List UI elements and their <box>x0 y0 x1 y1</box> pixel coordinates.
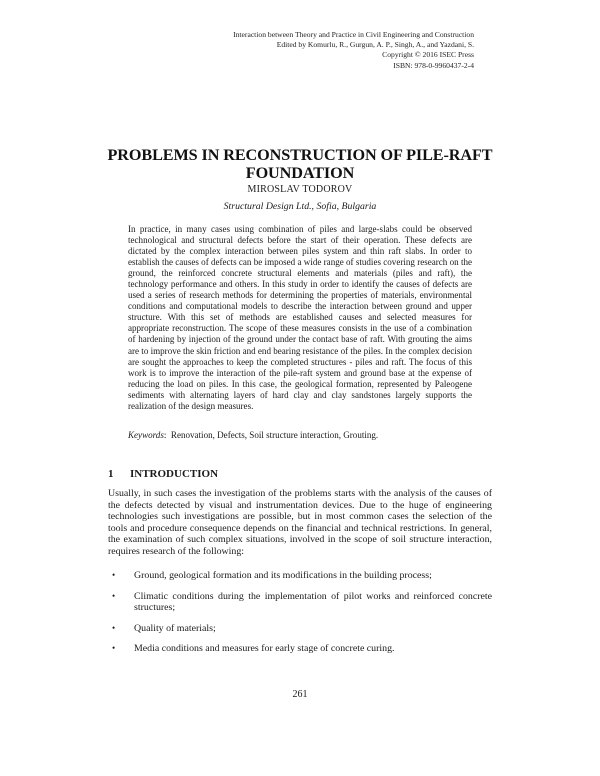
list-item <box>108 623 492 635</box>
list-item-text: Ground, geological formation and its modifications in the building process; <box>134 570 432 581</box>
bullet-list <box>108 570 492 664</box>
title-line: FOUNDATION <box>245 164 355 182</box>
bullet-icon: • <box>112 622 116 633</box>
keywords-label: Keywords <box>128 430 164 440</box>
paper-title <box>60 146 540 182</box>
header-line: Copyright © 2016 ISEC Press <box>382 50 474 60</box>
section-heading <box>108 468 218 481</box>
bullet-icon: • <box>112 590 116 601</box>
bullet-icon: • <box>112 643 116 654</box>
list-item <box>108 591 492 614</box>
author-affiliation: Structural Design Ltd., Sofia, Bulgaria <box>223 201 377 212</box>
header-line: ISBN: 978-0-9960437-2-4 <box>393 60 474 70</box>
list-item <box>108 643 492 655</box>
author-name: MIROSLAV TODOROV <box>247 184 353 195</box>
intro-paragraph: Usually, in such cases the investigation of the problems starts with the analysis of the causes of the defects detected by visual and instrumentation devices. Due to the huge of engineering technologies such investigations are possible, but in most common cases the selection of the tools and procedure consequence depends on the financial and technical restrictions. In general, the examination of such complex situations, involved in the scope of soil structure interaction, requires research of the following: <box>108 488 492 557</box>
keywords: Keywords: Renovation, Defects, Soil structure interaction, Grouting. <box>128 430 379 440</box>
list-item <box>108 570 492 582</box>
keywords-text: Renovation, Defects, Soil structure interaction, Grouting. <box>170 430 379 440</box>
title-line: PROBLEMS IN RECONSTRUCTION OF PILE-RAFT <box>107 146 493 164</box>
header-line: Edited by Komurlu, R., Gurgun, A. P., Singh, A., and Yazdani, S. <box>276 40 474 50</box>
section-number: 1 <box>108 468 114 480</box>
list-item-text: Quality of materials; <box>134 622 216 634</box>
publication-header <box>233 30 474 71</box>
bullet-icon: • <box>112 570 116 580</box>
section-title: INTRODUCTION <box>130 468 219 480</box>
list-item-text: Climatic conditions during the implementation of pilot works and reinforced concrete structures; <box>134 590 492 614</box>
list-item-text: Media conditions and measures for early stage of concrete curing. <box>134 643 395 655</box>
abstract: In practice, in many cases using combination of piles and large-slabs could be observed technological and structural defects before the start of their operation. These defects are dictated by the complex interaction between piles system and thin raft slabs. In order to establish the causes of defects can be imposed a wide range of studies covering research on the ground, the reinforced concrete structural elements and materials (piles and raft), the technology performance and others. In this study in order to identify the causes of defects are used a series of research methods for determining the properties of materials, environmental conditions and computational models to describe the interaction between ground and upper structure. With this set of methods are established causes and selected measures for appropriate reconstruction. The scope of these measures consists in the use of a combination of hardening by injection of the ground under the contact base of raft. With grouting the aims are to improve the skin friction and end bearing resistance of the piles. In the complex decision are sought the approaches to keep the completed structures - piles and raft. The focus of this work is to improve the interaction of the pile-raft system and ground base at the expense of reducing the load on piles. In this case, the geological formation, represented by Paleogene sediments with alternating layers of hard clay and clay sandstones largely supports the realization of the design measures. <box>128 224 472 411</box>
page-number: 261 <box>292 689 308 700</box>
header-line: Interaction between Theory and Practice in Civil Engineering and Construction <box>233 30 474 39</box>
